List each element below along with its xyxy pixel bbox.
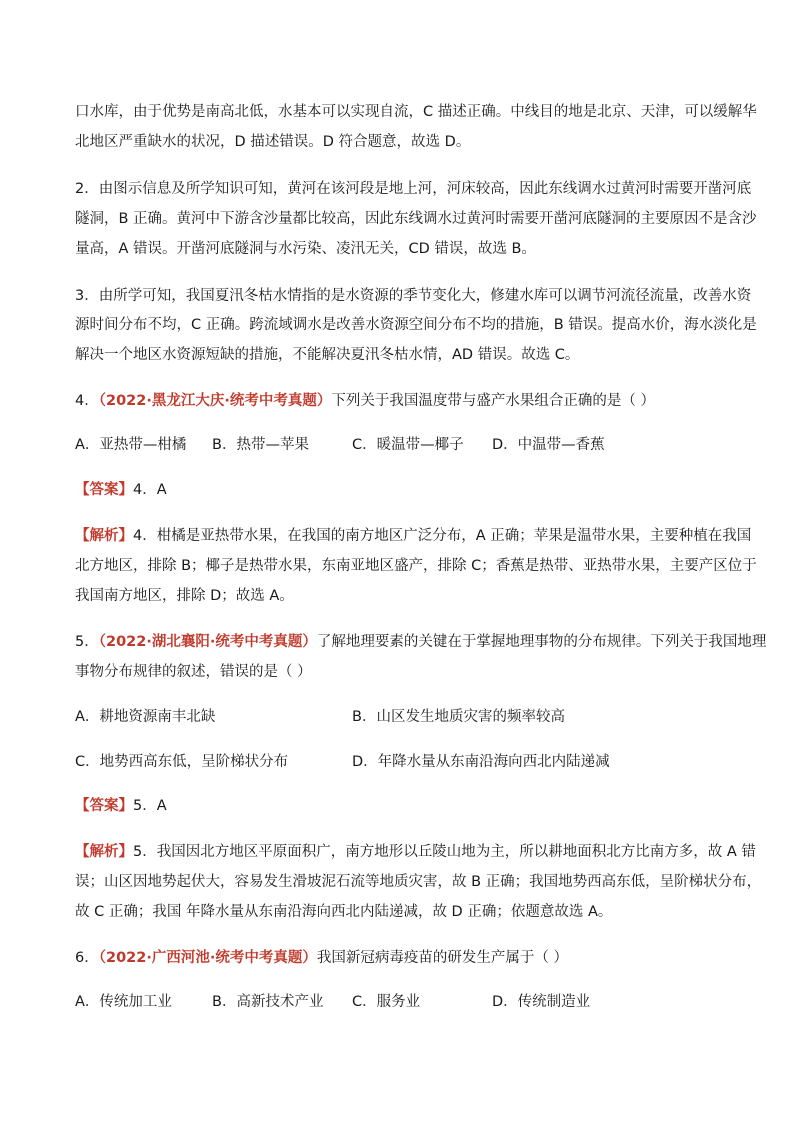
q5-analysis-line xyxy=(75,841,756,863)
question-number: 6． xyxy=(75,950,99,966)
q6-option-b: B．高新技术产业 xyxy=(212,994,324,1010)
q5-option-c: C．地势西高东低，呈阶梯状分布 xyxy=(75,754,289,770)
question-text: 下列关于我国温度带与盛产水果组合正确的是（ ） xyxy=(331,393,655,409)
question-number: 4． xyxy=(75,393,99,409)
q6-option-c: C．服务业 xyxy=(352,994,421,1010)
question-source: （2022·广西河池·统考中考真题） xyxy=(98,950,317,966)
q4-option-b: B．热带—苹果 xyxy=(212,437,309,453)
q4-option-c: C．暖温带—椰子 xyxy=(352,437,464,453)
q4-option-a: A．亚热带—柑橘 xyxy=(75,437,187,453)
answer-value: 5．A xyxy=(133,798,167,814)
question-source: （2022·黑龙江大庆·统考中考真题） xyxy=(98,393,332,409)
q5-option-b: B．山区发生地质灾害的频率较高 xyxy=(352,709,565,725)
q5-answer xyxy=(75,795,167,817)
q5-option-d: D．年降水量从东南沿海向西北内陆递减 xyxy=(352,754,610,770)
q6-option-d: D．传统制造业 xyxy=(492,994,591,1010)
q5-option-a: A．耕地资源南丰北缺 xyxy=(75,709,216,725)
question-number: 5． xyxy=(75,634,99,650)
q4-analysis-line: 北方地区，排除 B；椰子是热带水果，东南亚地区盛产，排除 C；香蕉是热带、亚热带水果，主要产区位于 xyxy=(75,558,757,574)
q2-analysis-line: 量高，A 错误。开凿河底隧洞与水污染、凌汛无关，CD 错误，故选 B。 xyxy=(75,241,536,257)
question-6-stem xyxy=(75,947,568,969)
q4-analysis-line: 我国南方地区，排除 D；故选 A。 xyxy=(75,588,294,604)
q5-analysis-line: 误；山区因地势起伏大，容易发生滑坡泥石流等地质灾害，故 B 正确；我国地势西高东低，呈阶梯状分布， xyxy=(75,874,762,890)
analysis-text: 5．我国因北方地区平原面积广，南方地形以丘陵山地为主，所以耕地面积北方比南方多，故 A 错 xyxy=(133,844,756,860)
question-4-stem xyxy=(75,390,655,412)
q1-analysis-line: 北地区严重缺水的状况，D 描述错误。D 符合题意，故选 D。 xyxy=(75,134,471,150)
q1-analysis-line: 口水库，由于优势是南高北低，水基本可以实现自流，C 描述正确。中线目的地是北京、天津，可以缓解华 xyxy=(75,104,757,120)
q3-analysis-line: 3．由所学可知，我国夏汛冬枯水情指的是水资源的季节变化大，修建水库可以调节河流径流量，改善水资 xyxy=(75,288,752,304)
answer-tag: 【答案】 xyxy=(75,482,133,498)
question-text: 我国新冠病毒疫苗的研发生产属于（ ） xyxy=(316,950,568,966)
q3-analysis-line: 解决一个地区水资源短缺的措施，不能解决夏汛冬枯水情，AD 错误。故选 C。 xyxy=(75,347,580,363)
q6-option-a: A．传统加工业 xyxy=(75,994,172,1010)
q2-analysis-line: 2．由图示信息及所学知识可知，黄河在该河段是地上河，河床较高，因此东线调水过黄河时需要开凿河底 xyxy=(75,181,752,197)
answer-tag: 【答案】 xyxy=(75,798,133,814)
analysis-text: 4．柑橘是亚热带水果，在我国的南方地区广泛分布，A 正确；苹果是温带水果，主要种植在我国 xyxy=(133,528,752,544)
q2-analysis-line: 隧洞，B 正确。黄河中下游含沙量都比较高，因此东线调水过黄河时需要开凿河底隧洞的主要原因不是含沙 xyxy=(75,211,757,227)
q4-answer xyxy=(75,479,167,501)
question-5-stem xyxy=(75,631,766,653)
answer-value: 4．A xyxy=(133,482,167,498)
question-text: 了解地理要素的关键在于掌握地理事物的分布规律。下列关于我国地理 xyxy=(316,634,767,650)
analysis-tag: 【解析】 xyxy=(75,528,133,544)
q5-analysis-line: 故 C 正确；我国 年降水量从东南沿海向西北内陆递减，故 D 正确；依题意故选 A。 xyxy=(75,904,613,920)
analysis-tag: 【解析】 xyxy=(75,844,133,860)
question-source: （2022·湖北襄阳·统考中考真题） xyxy=(98,634,317,650)
q4-option-d: D．中温带—香蕉 xyxy=(492,437,605,453)
question-5-stem-cont: 事物分布规律的叙述，错误的是（ ） xyxy=(75,664,312,680)
q4-analysis-line xyxy=(75,525,751,547)
q3-analysis-line: 源时间分布不均，C 正确。跨流域调水是改善水资源空间分布不均的措施，B 错误。提高水价，海水淡化是 xyxy=(75,317,757,333)
